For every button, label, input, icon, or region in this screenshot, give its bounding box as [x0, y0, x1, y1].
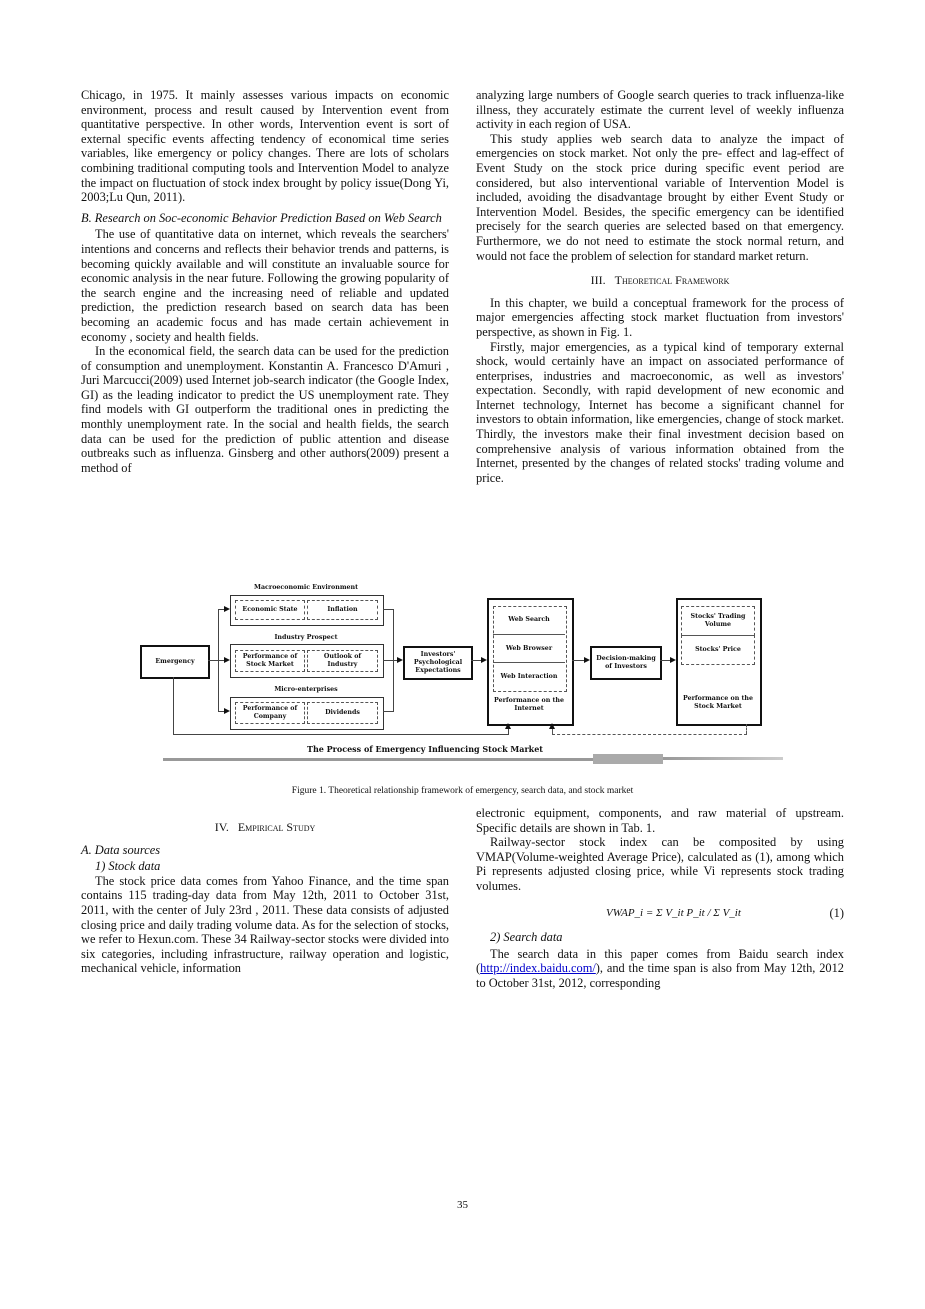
text: ), and the time span is also from May 12th, 2012 to October 31st, 2012, corresponding — [476, 961, 844, 990]
arrow-icon — [224, 708, 230, 714]
connector — [383, 711, 393, 712]
banner-bar — [593, 754, 663, 764]
perf-internet-label: Performance on the Internet — [494, 697, 564, 712]
outlook-industry-box — [307, 650, 378, 672]
label: Economic State — [242, 606, 298, 613]
connector — [218, 609, 219, 712]
connector — [508, 728, 509, 735]
label: Emergency — [155, 658, 195, 665]
section-heading — [81, 820, 449, 835]
arrow-icon — [481, 657, 487, 663]
figure-caption: Figure 1. Theoretical relationship framework of emergency, search data, and stock market — [291, 786, 634, 796]
subsection-heading: B. Research on Soc-economic Behavior Prediction Based on Web Search — [81, 210, 442, 225]
perf-stock-label: Performance on the Stock Market — [683, 695, 753, 710]
connector — [173, 677, 174, 734]
label: Performance of Company — [242, 705, 298, 720]
web-interaction-box — [493, 663, 565, 690]
web-search-box — [493, 606, 565, 635]
arrow-icon — [397, 657, 403, 663]
banner-bar — [663, 757, 783, 760]
equation: VWAP_i = Σ V_it P_it / Σ V_it — [606, 906, 741, 919]
paragraph: The use of quantitative data on internet, which reveals the searchers' intentions and concerns and reflects their behavior trends and patterns, is becoming quickly available and will constitute an invaluable source for economic analysis in the near future. Following the growing popularity of the search engine and the increasing need of reliable and updated prediction, the prediction research based on search data has been becoming an academic focus and has made certain achievement in economy , society and health fields. — [81, 227, 449, 344]
label: Investors' Psychological Expectations — [413, 651, 463, 674]
arrow-icon — [224, 606, 230, 612]
paragraph: The stock price data comes from Yahoo Finance, and the time span contains 115 trading-day data from May 12th, 2011 to October 31st, 2011, with the center of July 23rd , 2011. These data consists of adjusted closing price and daily trading volume data. As for the selection of stocks, we refer to Hexun.com. These 34 Railway-sector stocks were divided into six categories, including infrastructure, railway operation and logistic, mechanical vehicle, information — [81, 873, 449, 976]
dividends-box — [307, 702, 378, 724]
industry-label: Industry Prospect — [274, 634, 338, 641]
label: Web Interaction — [500, 672, 558, 680]
economic-state-box — [235, 600, 305, 620]
label: Performance of Stock Market — [242, 653, 298, 668]
paragraph: Firstly, major emergencies, as a typical kind of temporary external shock, would certainly have an impact on associated performance of enterprises, industries and macroeconomic, as well as investors' expectation. Secondly, with rapid development of new economic and Internet technology, Internet has become a significant channel for investors to obtain information, like emergencies, change of stock market. Thirdly, the investors make their final investment decision based on comprehensive analysis of various information obtained from the Internet, presented by the changes of related stocks' trading volume and price. — [476, 339, 844, 485]
section-title: Empirical Study — [237, 820, 316, 834]
arrow-icon — [670, 657, 676, 663]
left-column-bottom — [81, 818, 449, 976]
paragraph: This study applies web search data to analyze the impact of emergencies on stock market. Not only the pre- effect and lag-effect of Event Study on the stock price during specific event period are considered, but also interventional variable of Intervention Model is included, avoiding the disadvantage brought by either Event Study or Intervention Model. Besides, the specific emergency can be identified precisely for the search queries are selected based on that emergency. Furthermore, we do not need to estimate the stock normal return, and would not face the problem of selection for standard market return. — [476, 131, 844, 263]
web-browser-box — [493, 635, 565, 663]
connector — [383, 660, 397, 661]
left-column-top — [81, 88, 449, 475]
label: Web Browser — [505, 644, 553, 652]
connector — [208, 660, 224, 661]
right-column-top — [476, 88, 844, 485]
baidu-index-link[interactable]: http://index.baidu.com/ — [480, 961, 596, 976]
paragraph — [476, 947, 844, 991]
stock-price-box — [681, 635, 755, 665]
subsubsection-heading: 2) Search data — [490, 930, 563, 945]
micro-label: Micro-enterprises — [274, 686, 338, 693]
perf-stock-market-box — [235, 650, 305, 672]
label: Outlook of Industry — [323, 653, 362, 668]
connector — [173, 734, 509, 735]
equation-1 — [476, 906, 844, 921]
label: Stocks' Trading Volume — [690, 613, 746, 628]
paragraph: Railway-sector stock index can be composited by using VMAP(Volume-weighted Average Price), calculated as (1), among which Pi represents adjusted closing price, while Vi represents stock trading volumes. — [476, 835, 844, 893]
equation-number: (1) — [829, 905, 844, 920]
paragraph: analyzing large numbers of Google search queries to track influenza-like illness, they accurately estimate the current level of weekly influenza activity in each region of USA. — [476, 88, 844, 132]
feedback-connector — [552, 729, 553, 735]
trading-volume-box — [681, 606, 755, 636]
label: Dividends — [325, 709, 360, 716]
page-number: 35 — [457, 1199, 468, 1211]
section-title: Theoretical Framework — [614, 273, 730, 288]
arrow-icon — [584, 657, 590, 663]
connector — [471, 660, 481, 661]
connector — [660, 660, 670, 661]
subsubsection-heading: 1) Stock data — [95, 859, 161, 874]
feedback-connector — [552, 734, 747, 735]
paragraph: In the economical field, the search data can be used for the prediction of consumption and unemployment. Konstantin A. Francesco D'Amuri , Juri Marcucci(2009) used Internet job-search indicator (the Google Index, GI) as the leading indicator to predict the US unemployment rate. They find models with GI outperform the traditional ones in predicting the monthly unemployment rate. In the social and health fields, the search data can be used for the prediction of public attention and disease outbreaks such as influenza. Ginsberg and other authors(2009) present a method of — [81, 344, 449, 475]
arrow-icon — [224, 657, 230, 663]
section-number: IV. — [214, 820, 229, 834]
label: Web Search — [508, 616, 550, 623]
section-heading — [476, 273, 844, 288]
label: Inflation — [327, 606, 358, 613]
arrow-icon — [549, 723, 555, 729]
label: Stocks' Price — [695, 645, 741, 653]
paragraph: In this chapter, we build a conceptual framework for the process of major emergencies affecting stock market fluctuation from investors' perspective, as shown in Fig. 1. — [476, 295, 844, 339]
macro-label: Macroeconomic Environment — [254, 584, 358, 591]
connector — [383, 609, 393, 610]
arrow-icon — [505, 723, 511, 729]
perf-company-box — [235, 702, 305, 724]
connector — [572, 660, 584, 661]
feedback-connector — [746, 724, 747, 734]
inflation-box — [307, 600, 378, 620]
decision-box — [590, 646, 662, 680]
label: Decision-making of Investors — [596, 655, 656, 670]
investors-expectations-box — [403, 646, 473, 680]
paragraph: Chicago, in 1975. It mainly assesses various impacts on economic environment, process and result caused by Intervention event from quantitative perspective. In other words, Intervention event is sort of external specific events affecting tendency of economical time series variables, like emergency or policy changes. There are lots of scholars combining traditional computing tools and Intervention Model to analyze the impact on fluctuation of stock index brought by policy issue(Dong Yi, 2003;Lu Qun, 2011). — [81, 88, 449, 205]
subsection-heading: A. Data sources — [81, 842, 161, 857]
text: The search data in this paper comes from Baidu search index ( — [476, 946, 844, 976]
section-number: III. — [590, 273, 606, 288]
right-column-bottom — [476, 806, 844, 991]
emergency-box — [140, 645, 210, 679]
banner-bar — [163, 758, 593, 761]
figure-banner: The Process of Emergency Influencing Stock Market — [307, 744, 543, 754]
paragraph: electronic equipment, components, and raw material of upstream. Specific details are shown in Tab. 1. — [476, 806, 844, 835]
